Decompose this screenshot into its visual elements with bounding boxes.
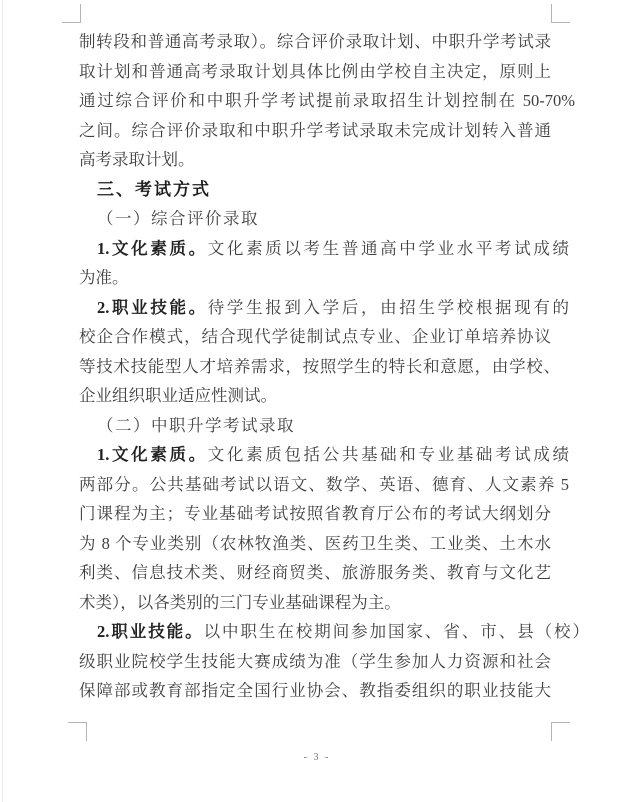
text-line: 等技术技能型人才培养需求，按照学生的特长和意愿，由学校、 (79, 356, 560, 376)
text-line: 取计划和普通高考录取计划具体比例由学校自主决定，原则上 (79, 61, 551, 81)
margin-crop-mark-bottom-left (68, 722, 87, 741)
text-line: 校企合作模式，结合现代学徒制试点专业、企业订单培养协议 (79, 327, 551, 346)
margin-crop-mark-top-right (551, 4, 570, 23)
text-line: 制转段和普通高考录取）。综合评价录取计划、中职升学考试录 (79, 32, 551, 51)
page-left-edge-line (2, 0, 3, 802)
text-line: 2.职业技能。以中职生在校期间参加国家、省、市、县（校） (97, 622, 589, 641)
text-line: 通过综合评价和中职升学考试提前录取招生计划控制在 50-70% (79, 91, 575, 110)
bold-lead-text: 1.文化素质。 (97, 445, 208, 464)
text-line: （一）综合评价录取 (97, 209, 259, 228)
text-line: 为 8 个专业类别（农林牧渔类、医药卫生类、工业类、土木水 (79, 533, 551, 553)
text-line: 利类、信息技术类、财经商贸类、旅游服务类、教育与文化艺 (79, 563, 551, 582)
margin-crop-mark-bottom-right (551, 722, 570, 741)
bold-lead-text: 1.文化素质。 (97, 238, 208, 258)
text-line: 2.职业技能。待学生报到入学后，由招生学校根据现有的 (97, 297, 569, 317)
bold-lead-text: 2.职业技能。 (97, 622, 204, 641)
text-line: 级职业院校学生技能大赛成绩为准（学生参加人力资源和社会 (79, 651, 551, 671)
text-line: 两部分。公共基础考试以语文、数学、英语、德育、人文素养 5 (79, 474, 569, 494)
text-line: （二）中职升学考试录取 (97, 415, 295, 435)
margin-crop-mark-top-left (62, 4, 81, 23)
text-line: 1.文化素质。文化素质包括公共基础和专业基础考试成绩 (97, 445, 569, 464)
text-line: 之间。综合评价录取和中职升学考试录取未完成计划转入普通 (79, 120, 551, 140)
text-line: 为准。 (79, 268, 129, 287)
document-body (79, 27, 589, 706)
text-line: 企业组织职业适应性测试。 (79, 386, 277, 405)
text-line: 三、考试方式 (97, 179, 211, 199)
text-line: 术类），以各类别的三门专业基础课程为主。 (79, 592, 401, 612)
text-line: 门课程为主；专业基础考试按照省教育厅公布的考试大纲划分 (79, 504, 551, 523)
text-line: 1.文化素质。文化素质以考生普通高中学业水平考试成绩 (97, 238, 569, 258)
text-line: 保障部或教育部指定全国行业协会、教指委组织的职业技能大 (79, 681, 551, 700)
text-line: 高考录取计划。 (79, 150, 195, 169)
page-number: - 3 - (303, 752, 331, 763)
bold-lead-text: 2.职业技能。 (97, 297, 208, 317)
